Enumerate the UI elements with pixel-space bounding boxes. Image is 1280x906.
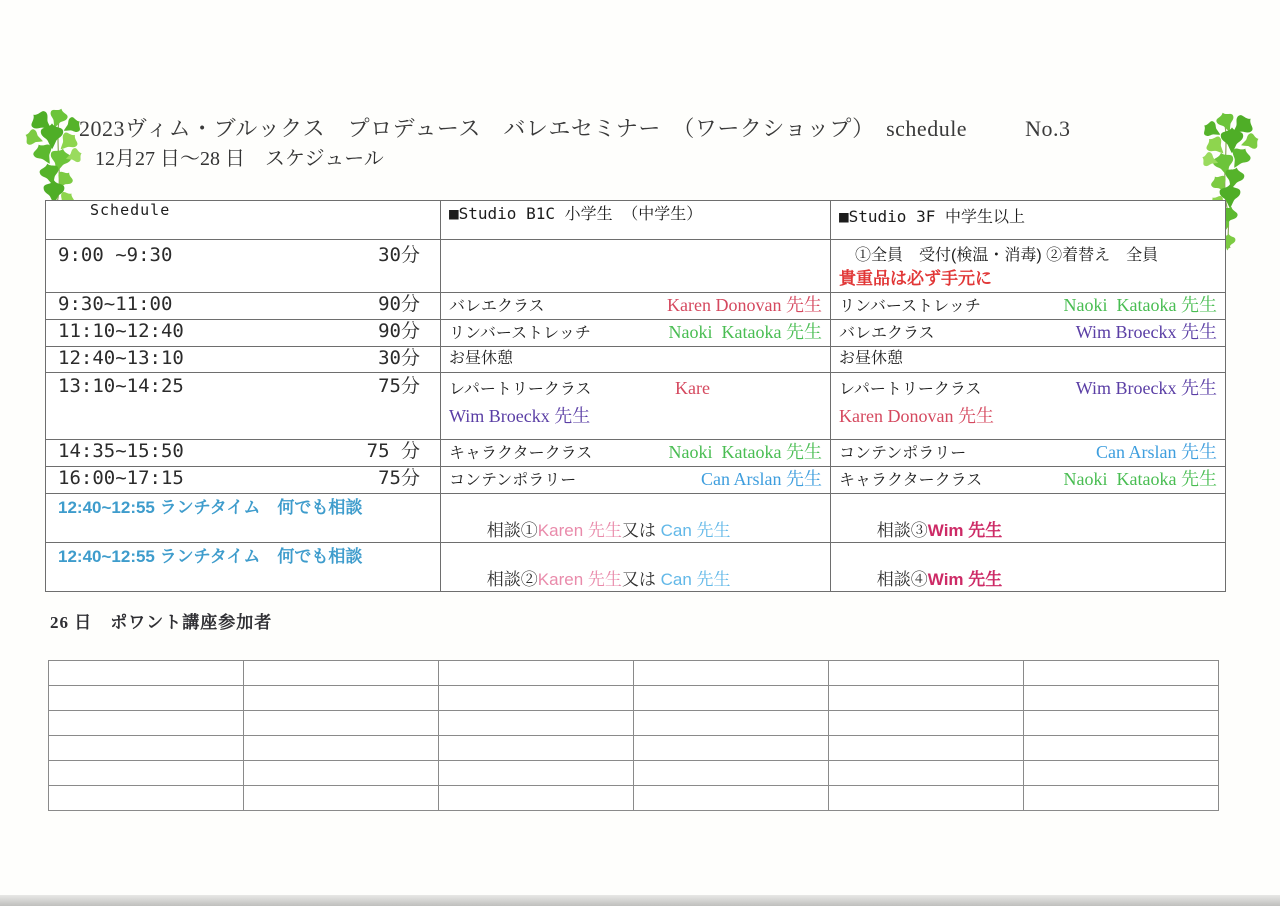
class-name: コンテンポラリー (839, 445, 967, 462)
teacher-name: Naoki Kataoka 先生 (668, 442, 822, 462)
schedule-row (46, 373, 1226, 440)
pointe-cell (634, 686, 829, 711)
scanner-edge-artifact (0, 895, 1280, 906)
pointe-cell (49, 761, 244, 786)
pointe-cell (439, 736, 634, 761)
pointe-cell (829, 761, 1024, 786)
schedule-row (46, 293, 1226, 320)
pointe-cell (439, 761, 634, 786)
schedule-row (46, 240, 1226, 293)
lunch-time-note: 12:40~12:55 ランチタイム 何でも相談 (58, 498, 363, 517)
lunch-time-note: 12:40~12:55 ランチタイム 何でも相談 (58, 547, 363, 566)
page-number: No.3 (1025, 116, 1071, 141)
teacher-name: Wim 先生 (927, 570, 1003, 589)
pointe-cell (829, 736, 1024, 761)
pointe-table-row (49, 711, 1219, 736)
reception-note: ①全員 受付(検温・消毒) ②着替え 全員 (855, 247, 1159, 264)
date-heading: 12月27 日～28 日 スケジュール (95, 148, 384, 170)
class-name: リンバーストレッチ (839, 298, 981, 315)
pointe-table-row (49, 736, 1219, 761)
consult-label: 相談② (486, 570, 538, 589)
schedule-header-row (46, 201, 1226, 240)
consult-label: 又は (621, 570, 661, 589)
pointe-cell (634, 786, 829, 811)
pointe-cell (244, 661, 439, 686)
consult-label: 相談③ (876, 521, 928, 540)
teacher-name: Naoki Kataoka 先生 (668, 322, 822, 342)
class-name: バレエクラス (449, 298, 545, 315)
pointe-table-row (49, 786, 1219, 811)
schedule-row (46, 467, 1226, 494)
teacher-name: Karen 先生 (537, 521, 622, 540)
duration: 75 分 (366, 440, 420, 462)
lunch-break-label: お昼休憩 (839, 350, 904, 367)
column-header-studio-3f: ■Studio 3F 中学生以上 (839, 207, 1025, 226)
consult-label: 相談④ (876, 570, 928, 589)
duration: 30分 (378, 244, 420, 266)
time-slot: 13:10~14:25 (58, 375, 184, 397)
pointe-cell (244, 786, 439, 811)
teacher-name: Karen 先生 (537, 570, 622, 589)
schedule-row (46, 347, 1226, 373)
schedule-row (46, 320, 1226, 347)
pointe-cell (244, 761, 439, 786)
valuables-warning: 貴重品は必ず手元に (839, 269, 992, 288)
time-slot: 14:35~15:50 (58, 440, 184, 462)
teacher-name: Wim 先生 (927, 521, 1003, 540)
pointe-cell (244, 736, 439, 761)
pointe-cell (49, 686, 244, 711)
pointe-cell (49, 711, 244, 736)
time-slot: 11:10~12:40 (58, 320, 184, 342)
time-slot: 12:40~13:10 (58, 347, 184, 369)
schedule-table (45, 200, 1226, 592)
pointe-cell (634, 711, 829, 736)
pointe-cell (49, 736, 244, 761)
duration: 90分 (378, 320, 420, 342)
class-name: リンバーストレッチ (449, 325, 591, 342)
time-slot: 16:00~17:15 (58, 467, 184, 489)
class-name: キャラクタークラス (839, 472, 983, 489)
duration: 30分 (378, 347, 420, 369)
consultation-note (831, 543, 1225, 591)
pointe-cell (634, 661, 829, 686)
class-name: レパートリークラス (839, 381, 982, 398)
class-name: キャラクタークラス (449, 445, 593, 462)
pointe-cell (634, 761, 829, 786)
pointe-cell (829, 686, 1024, 711)
pointe-table-row (49, 761, 1219, 786)
consultation-note (441, 543, 830, 591)
pointe-cell (829, 661, 1024, 686)
schedule-row (46, 494, 1226, 543)
page-title-text: 2023ヴィム・ブルックス プロデュース バレエセミナー （ワークショップ） schedule (79, 116, 968, 141)
pointe-section-heading: 26 日 ポワント講座参加者 (50, 613, 273, 632)
teacher-name: Karen Donovan 先生 (667, 295, 822, 315)
pointe-cell (829, 786, 1024, 811)
pointe-cell (439, 711, 634, 736)
pointe-cell (1024, 761, 1219, 786)
pointe-cell (439, 686, 634, 711)
pointe-cell (829, 711, 1024, 736)
consultation-note (441, 494, 830, 542)
pointe-participants-table (48, 660, 1219, 811)
teacher-name: Wim Broeckx 先生 (1075, 378, 1217, 398)
column-header-schedule: Schedule (90, 201, 171, 219)
teacher-name: Kare (675, 378, 710, 398)
teacher-name: Naoki Kataoka 先生 (1063, 295, 1217, 315)
class-name: バレエクラス (839, 325, 935, 342)
pointe-cell (1024, 661, 1219, 686)
pointe-cell (439, 786, 634, 811)
teacher-name: Wim Broeckx 先生 (449, 406, 591, 426)
column-header-studio-b1c: ■Studio B1C 小学生 （中学生） (449, 204, 703, 223)
time-slot: 9:30~11:00 (58, 293, 173, 315)
pointe-table-row (49, 686, 1219, 711)
teacher-name: Naoki Kataoka 先生 (1063, 469, 1217, 489)
teacher-name: Can 先生 (660, 570, 731, 589)
teacher-name: Can Arslan 先生 (701, 469, 822, 489)
class-name: コンテンポラリー (449, 472, 577, 489)
schedule-row (46, 543, 1226, 592)
pointe-cell (439, 661, 634, 686)
pointe-cell (1024, 736, 1219, 761)
consultation-note (831, 494, 1225, 542)
class-name: レパートリークラス (449, 381, 592, 398)
teacher-name: Karen Donovan 先生 (839, 406, 994, 426)
pointe-table-row (49, 661, 1219, 686)
pointe-cell (634, 736, 829, 761)
pointe-cell (244, 711, 439, 736)
duration: 75分 (378, 375, 420, 397)
pointe-cell (244, 686, 439, 711)
pointe-cell (1024, 711, 1219, 736)
consult-label: 又は (621, 521, 661, 540)
time-slot: 9:00 ~9:30 (58, 244, 173, 266)
pointe-cell (49, 661, 244, 686)
schedule-row (46, 440, 1226, 467)
teacher-name: Can 先生 (660, 521, 731, 540)
lunch-break-label: お昼休憩 (449, 350, 514, 367)
teacher-name: Can Arslan 先生 (1096, 442, 1217, 462)
pointe-cell (1024, 786, 1219, 811)
pointe-cell (49, 786, 244, 811)
pointe-cell (1024, 686, 1219, 711)
duration: 75分 (378, 467, 420, 489)
teacher-name: Wim Broeckx 先生 (1075, 322, 1217, 342)
consult-label: 相談① (486, 521, 538, 540)
duration: 90分 (378, 293, 420, 315)
